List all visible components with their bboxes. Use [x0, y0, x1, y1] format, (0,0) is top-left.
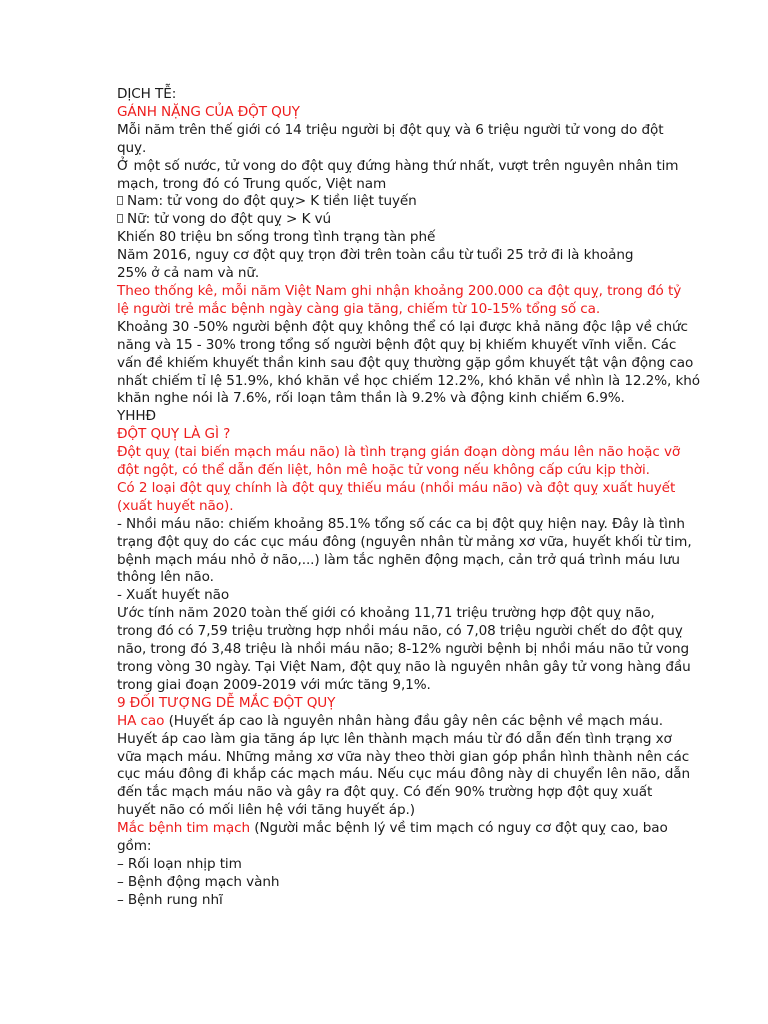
- body-text: thông lên não.: [117, 569, 214, 586]
- text-line: [117, 282, 682, 301]
- highlight-text: Đột quỵ (tai biến mạch máu não) là tình trạng gián đoạn dòng máu lên não hoặc vỡ: [117, 444, 681, 461]
- text-line: [117, 533, 692, 552]
- body-text: Mỗi năm trên thế giới có 14 triệu người bị đột quỵ và 6 triệu người tử vong do đột: [117, 121, 664, 138]
- body-text: năng và 15 - 30% trong tổng số người bệnh đột quỵ bị khiếm khuyết vĩnh viễn. Các: [117, 336, 677, 353]
- text-line: [117, 677, 657, 695]
- body-text: (Người mắc bệnh lý về tim mạch có nguy cơ đột quỵ cao, bao: [250, 820, 668, 837]
- text-line: [117, 515, 685, 534]
- text-line: [117, 605, 657, 623]
- highlight-text: đột ngột, có thể dẫn đến liệt, hôn mê hoặc tử vong nếu không cấp cứu kịp thời.: [117, 462, 650, 479]
- text-line: [117, 569, 657, 587]
- text-line: [117, 874, 657, 892]
- text-line: [117, 748, 690, 767]
- text-line: [117, 336, 677, 355]
- text-line: [117, 426, 657, 444]
- text-line: [117, 498, 657, 516]
- body-text: (Huyết áp cao là nguyên nhân hàng đầu gây nên các bệnh về mạch máu.: [164, 712, 663, 729]
- text-line: [117, 157, 679, 176]
- body-text: đến tắc mạch máu não và gây ra đột quỵ. Có đến 90% trường hợp đột quỵ xuất: [117, 784, 653, 801]
- text-line: [117, 372, 700, 391]
- text-line: [117, 140, 657, 158]
- text-line: [117, 229, 657, 247]
- body-text: trạng đột quỵ do các cục máu đông (nguyên nhân từ mảng xơ vữa, huyết khối từ tim,: [117, 533, 692, 550]
- text-line: [117, 784, 657, 802]
- text-line: [117, 193, 657, 211]
- text-line: [117, 86, 657, 104]
- body-text: não, trong đó 3,48 triệu là nhồi máu não; 8-12% người bệnh bị nhồi máu não tử vong: [117, 641, 690, 658]
- document-body: [117, 86, 700, 910]
- body-text: nhất chiếm tỉ lệ 51.9%, khó khăn về học chiếm 12.2%, khó khăn về nhìn là 12.2%, khó: [117, 372, 700, 389]
- body-text: – Rối loạn nhịp tim: [117, 855, 242, 872]
- text-line: [117, 408, 657, 426]
- text-line: [117, 802, 657, 820]
- body-text: vấn đề khiếm khuyết thần kinh sau đột quỵ thường gặp gồm khuyết tật vận động cao: [117, 354, 694, 371]
- highlight-text: Có 2 loại đột quỵ chính là đột quỵ thiếu máu (nhồi máu não) và đột quỵ xuất huyết: [117, 479, 676, 496]
- text-line: [117, 838, 657, 856]
- text-line: [117, 265, 657, 283]
- highlight-text: Mắc bệnh tim mạch: [117, 820, 251, 837]
- body-text: trong giai đoạn 2009-2019 với mức tăng 9,1%.: [117, 676, 431, 693]
- body-text: YHHĐ: [117, 408, 156, 425]
- body-text: - Xuất huyết não: [117, 587, 230, 604]
- body-text: Khiến 80 triệu bn sống trong tình trạng tàn phế: [117, 229, 436, 246]
- highlight-text: lệ người trẻ mắc bệnh ngày càng gia tăng, chiếm từ 10-15% tổng số ca.: [117, 300, 601, 317]
- text-line: [117, 856, 657, 874]
- text-line: [117, 211, 657, 229]
- highlight-text: Theo thống kê, mỗi năm Việt Nam ghi nhận khoảng 200.000 ca đột quỵ, trong đó tỷ: [117, 282, 682, 299]
- body-text: bệnh mạch máu nhỏ ở não,...) làm tắc nghẽn động mạch, cản trở quá trình máu lưu: [117, 551, 680, 568]
- body-text: – Bệnh động mạch vành: [117, 873, 280, 890]
- body-text: quỵ.: [117, 139, 147, 156]
- text-line: [117, 641, 690, 659]
- text-line: [117, 892, 657, 910]
- highlight-text: ĐỘT QUỴ LÀ GÌ ?: [117, 426, 231, 443]
- highlight-text: 9 ĐỐI TƯỢNG DỄ MẮC ĐỘT QUỴ: [117, 694, 336, 711]
- text-line: [117, 659, 691, 677]
- body-text: Nữ: tử vong do đột quỵ > K vú: [127, 211, 332, 228]
- text-line: [117, 462, 657, 480]
- highlight-text: HA cao: [117, 712, 165, 729]
- body-text: - Nhồi máu não: chiếm khoảng 85.1% tổng số các ca bị đột quỵ hiện nay. Đây là tình: [117, 515, 685, 532]
- body-text: Nam: tử vong do đột quỵ> K tiền liệt tuyến: [127, 193, 417, 210]
- body-text: Ở một số nước, tử vong do đột quỵ đứng hàng thứ nhất, vượt trên nguyên nhân tim: [117, 157, 679, 174]
- body-text: trong đó có 7,59 triệu trường hợp nhồi máu não, có 7,08 triệu người chết do đột quỵ: [117, 623, 683, 640]
- body-text: vữa mạch máu. Những mảng xơ vữa này theo thời gian góp phần hình thành nên các: [117, 748, 690, 765]
- text-line: [117, 479, 676, 498]
- text-line: [117, 121, 664, 140]
- missing-glyph-box-icon: [117, 214, 123, 223]
- body-text: gồm:: [117, 838, 152, 855]
- body-text: mạch, trong đó có Trung quốc, Việt nam: [117, 175, 387, 192]
- body-text: 25% ở cả nam và nữ.: [117, 265, 260, 282]
- text-line: [117, 301, 657, 319]
- text-line: [117, 820, 668, 838]
- text-line: [117, 247, 657, 265]
- text-line: [117, 444, 681, 462]
- body-text: DỊCH TỄ:: [117, 86, 177, 102]
- highlight-text: GÁNH NẶNG CỦA ĐỘT QUỴ: [117, 103, 300, 120]
- text-line: [117, 695, 657, 713]
- body-text: Khoảng 30 -50% người bệnh đột quỵ không thể có lại được khả năng độc lập về chức: [117, 318, 688, 335]
- text-line: [117, 766, 691, 784]
- text-line: [117, 730, 672, 749]
- text-line: [117, 390, 657, 408]
- text-line: [117, 104, 657, 122]
- text-line: [117, 712, 663, 731]
- body-text: Ước tính năm 2020 toàn thế giới có khoảng 11,71 triệu trường hợp đột quỵ não,: [117, 605, 655, 622]
- body-text: khăn nghe nói là 7.6%, rối loạn tâm thần là 9.2% và động kinh chiếm 6.9%.: [117, 390, 625, 407]
- text-line: [117, 318, 688, 337]
- missing-glyph-box-icon: [117, 196, 123, 205]
- text-line: [117, 623, 683, 641]
- body-text: Năm 2016, nguy cơ đột quỵ trọn đời trên toàn cầu từ tuổi 25 trở đi là khoảng: [117, 247, 634, 264]
- body-text: huyết não có mối liên hệ với tăng huyết áp.): [117, 802, 415, 819]
- body-text: – Bệnh rung nhĩ: [117, 891, 223, 908]
- text-line: [117, 176, 657, 194]
- highlight-text: (xuất huyết não).: [117, 497, 234, 514]
- body-text: trong vòng 30 ngày. Tại Việt Nam, đột quỵ não là nguyên nhân gây tử vong hàng đầu: [117, 659, 691, 675]
- body-text: cục máu đông đi khắp các mạch máu. Nếu cục máu đông này di chuyển lên não, dẫn: [117, 766, 691, 783]
- text-line: [117, 587, 657, 605]
- text-line: [117, 354, 694, 373]
- body-text: Huyết áp cao làm gia tăng áp lực lên thành mạch máu từ đó dẫn đến tình trạng xơ: [117, 730, 672, 747]
- text-line: [117, 551, 680, 570]
